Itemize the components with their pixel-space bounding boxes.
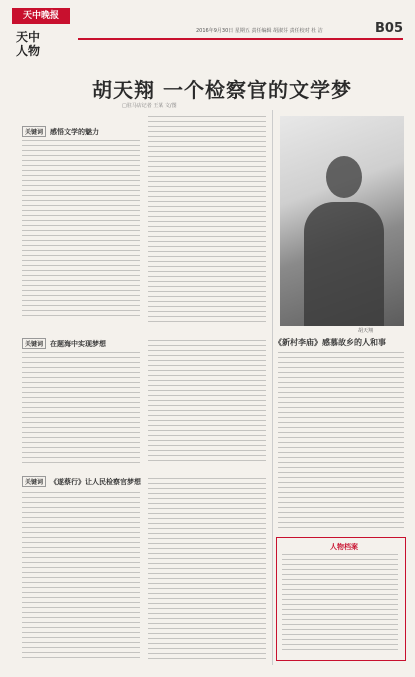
text-column [148,340,266,464]
portrait-photo [280,116,404,326]
photo-caption: 胡天翔 [358,328,374,334]
text-column [22,492,140,662]
text-column [22,352,140,464]
column-divider [272,110,273,665]
page-number: B05 [375,21,403,36]
section-label-line1: 天中 [16,30,41,44]
text-column [148,116,266,326]
section-heading-1 [22,126,99,137]
article-title: 胡天翔 一个检察官的文学梦 [92,78,352,102]
text-column [22,140,140,320]
text-column [278,352,404,532]
portrait-head [326,156,362,198]
issue-date: 2016年9月30日 星期五 责任编辑 胡淑芬 责任校对 杜 洁 [196,28,323,34]
header-rule [78,38,403,40]
masthead-logo: 天中晚报 [12,8,70,24]
section-tag: 关键词 [22,476,46,487]
section-tag: 关键词 [22,338,46,349]
portrait-body [304,202,384,326]
section-title: 在题海中实现梦想 [50,340,107,348]
profile-title: 人物档案 [330,543,358,551]
text-column [148,478,266,662]
section-tag: 关键词 [22,126,46,137]
profile-text [282,554,398,654]
right-column-heading: 《新村李庙》感慕故乡的人和事 [274,338,386,347]
section-heading-3 [22,476,141,487]
section-heading-2 [22,338,106,349]
section-title: 《遂蔡行》让人民检察官梦想 [50,478,142,486]
section-title: 感悟文学的魅力 [50,128,100,136]
section-label-line2: 人物 [16,44,41,58]
article-byline: □驻马店记者 王某 文/图 [122,103,177,109]
section-label [16,30,40,58]
